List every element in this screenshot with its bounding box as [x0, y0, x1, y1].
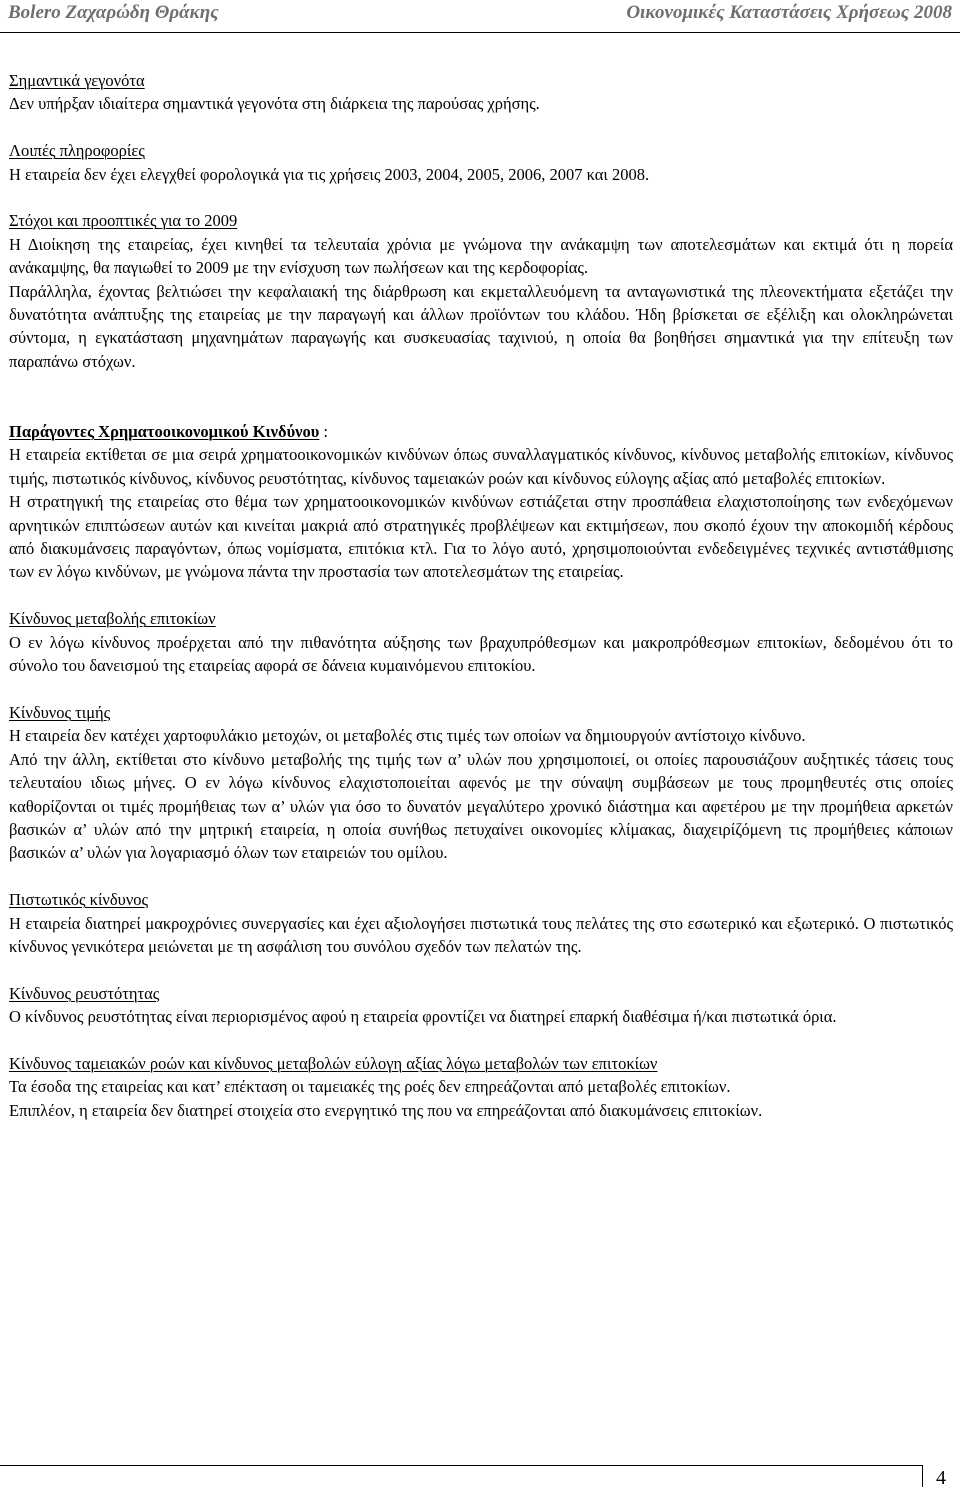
section-heading: Κίνδυνος ταμειακών ροών και κίνδυνος μεταβολών εύλογη αξίας λόγω μεταβολών των επιτοκίων	[9, 1053, 658, 1073]
section-heading: Κίνδυνος ρευστότητας	[9, 983, 160, 1003]
section-heading: Πιστωτικός κίνδυνος	[9, 890, 149, 910]
section-financial-risk-factors	[9, 420, 953, 584]
section-heading	[9, 420, 953, 443]
paragraph: Από την άλλη, εκτίθεται στο κίνδυνο μεταβολής της τιμής των α’ υλών που χρησιμοποιεί, οι οποίες παρουσιάζουν αυξητικές τάσεις τους τελευταίου ιδιως μήνες. Ο εν λόγω κίνδυνος ελαχιστοποιείται αφενός με την σύναψη συμβάσεων με τους προμηθευτές στις οποίες καθορίζονται οι τιμές προμήθειας των α’ υλών για όσο το δυνατόν μεγαλύτερο χρονικό διάστημα και αφετέρου με την προμήθεια αρκετών βασικών α’ υλών από την μητρική εταιρεία, η οποία συνήθως πετυχαίνει οικονομίες κλίμακας, διαχειρίζόμενη τις προμήθειες κάποιων βασικών α’ υλών για λογαριασμό όλων των εταιρειών του ομίλου.	[9, 749, 953, 863]
page-number: 4	[936, 1467, 946, 1489]
section-significant-events	[9, 69, 953, 116]
section-heading-text: Παράγοντες Χρηματοοικονομικού Κινδύνου	[9, 422, 320, 442]
header-divider	[0, 32, 960, 33]
section-heading: Κίνδυνος μεταβολής επιτοκίων	[9, 609, 216, 629]
page-header	[0, 0, 960, 30]
heading-suffix: :	[319, 422, 329, 442]
section-heading: Στόχοι και προοπτικές για το 2009	[9, 211, 238, 231]
section-credit-risk	[9, 888, 953, 958]
section-liquidity-risk	[9, 982, 953, 1029]
footer-divider	[0, 1465, 922, 1466]
paragraph: Η εταιρεία εκτίθεται σε μια σειρά χρηματοοικονομικών κινδύνων όπως συναλλαγματικός κίνδυνος, κίνδυνος μεταβολής επιτοκίων, κίνδυνος τιμής, πιστωτικός κίνδυνος, κίνδυνος ρευστότητας, κίνδυνος ταμειακών ροών και κίνδυνος εύλογης αξίας από μεταβολές επιτοκίων.	[9, 445, 953, 488]
paragraph: Η εταιρεία δεν κατέχει χαρτοφυλάκιο μετοχών, οι μεταβολές στις τιμές των οποίων να δημιουργούν αντίστοιχο κίνδυνο.	[9, 726, 806, 746]
section-heading: Σημαντικά γεγονότα	[9, 71, 145, 90]
section-interest-rate-risk	[9, 607, 953, 677]
paragraph: Ο κίνδυνος ρευστότητας είναι περιορισμένος αφού η εταιρεία φροντίζει να διατηρεί επαρκή διαθέσιμα ή/και πιστωτικά όρια.	[9, 1007, 837, 1027]
paragraph: Ο εν λόγω κίνδυνος προέρχεται από την πιθανότητα αύξησης των βραχυπρόθεσμων και μακροπρόθεσμων επιτοκίων, δεδομένου ότι το σύνολο του δανεισμού της εταιρείας αφορά σε δάνεια κυμαινόμενου επιτοκίου.	[9, 632, 953, 676]
section-goals-2009	[9, 209, 953, 373]
document-body	[9, 69, 953, 1146]
footer-divider-vertical	[922, 1465, 923, 1487]
paragraph: Παράλληλα, έχοντας βελτιώσει την κεφαλαιακή της διάρθρωση και εκμεταλλευόμενη τα ανταγωνιστικά της πλεονεκτήματα εξετάζει την δυνατότητα ανάπτυξης της εταιρείας με την παραγωγή και άλλων προϊόντων του κλάδου. Ήδη βρίσκεται σε εξέλιξη και ολοκληρώνεται σύντομα, η εγκατάσταση μηχανημάτων παραγωγής και συσκευασίας ταχινιού, η οποία θα βοηθήσει σημαντικά για την επίτευξη των παραπάνω στόχων.	[9, 281, 953, 371]
section-heading: Λοιπές πληροφορίες	[9, 141, 145, 161]
paragraph: Η εταιρεία διατηρεί μακροχρόνιες συνεργασίες και έχει αξιολογήσει πιστωτικά τους πελάτες της στο εσωτερικό και εξωτερικό. Ο πιστωτικός κίνδυνος γενικότερα μειώνεται με τη ασφάλιση του συνόλου σχεδόν των πελατών της.	[9, 913, 953, 956]
paragraph: Δεν υπήρξαν ιδιαίτερα σημαντικά γεγονότα στη διάρκεια της παρούσας χρήσης.	[9, 94, 540, 114]
section-heading: Κίνδυνος τιμής	[9, 702, 111, 722]
paragraph: Η στρατηγική της εταιρείας στο θέμα των χρηματοοικονομικών κινδύνων εστιάζεται στην προσπάθεια ελαχιστοποίησης των ενδεχόμενων αρνητικών επιπτώσεων αυτών και κινείται μακριά από στρατηγικές προβλέψεων και εκτιμήσεων, που σκοπό έχουν την αποκομιδή κέρδους από διακυμάνσεις παραγόντων, όπως νομίσματα, επιτόκια κτλ. Για το λόγο αυτό, χρησιμοποιούνται ενδεδειγμένες τεχνικές αντιστάθμισης των εν λόγω κινδύνων, με γνώμονα πάντα την προστασία των αποτελεσμάτων της εταιρείας.	[9, 492, 953, 582]
paragraph: Η εταιρεία δεν έχει ελεγχθεί φορολογικά για τις χρήσεις 2003, 2004, 2005, 2006, 2007 και 2008.	[9, 164, 650, 184]
paragraph: Επιπλέον, η εταιρεία δεν διατηρεί στοιχεία στο ενεργητικό της που να επηρεάζονται από διακυμάνσεις επιτοκίων.	[9, 1100, 763, 1120]
section-cash-flow-risk	[9, 1052, 953, 1122]
header-company: Bolero Ζαχαρώδη Θράκης	[8, 2, 219, 23]
paragraph: Η Διοίκηση της εταιρείας, έχει κινηθεί τα τελευταία χρόνια με γνώμονα την ανάκαμψη των αποτελεσμάτων και εκτιμά ότι η πορεία ανάκαμψης, θα παγιωθεί το 2009 με την ενίσχυση των πωλήσεων και της κερδοφορίας.	[9, 234, 953, 278]
paragraph: Τα έσοδα της εταιρείας και κατ’ επέκταση οι ταμειακές της ροές δεν επηρεάζονται από μεταβολές επιτοκίων.	[9, 1077, 731, 1097]
section-other-info	[9, 139, 953, 186]
section-price-risk	[9, 701, 953, 865]
header-report-title: Οικονομικές Καταστάσεις Χρήσεως 2008	[626, 2, 952, 23]
